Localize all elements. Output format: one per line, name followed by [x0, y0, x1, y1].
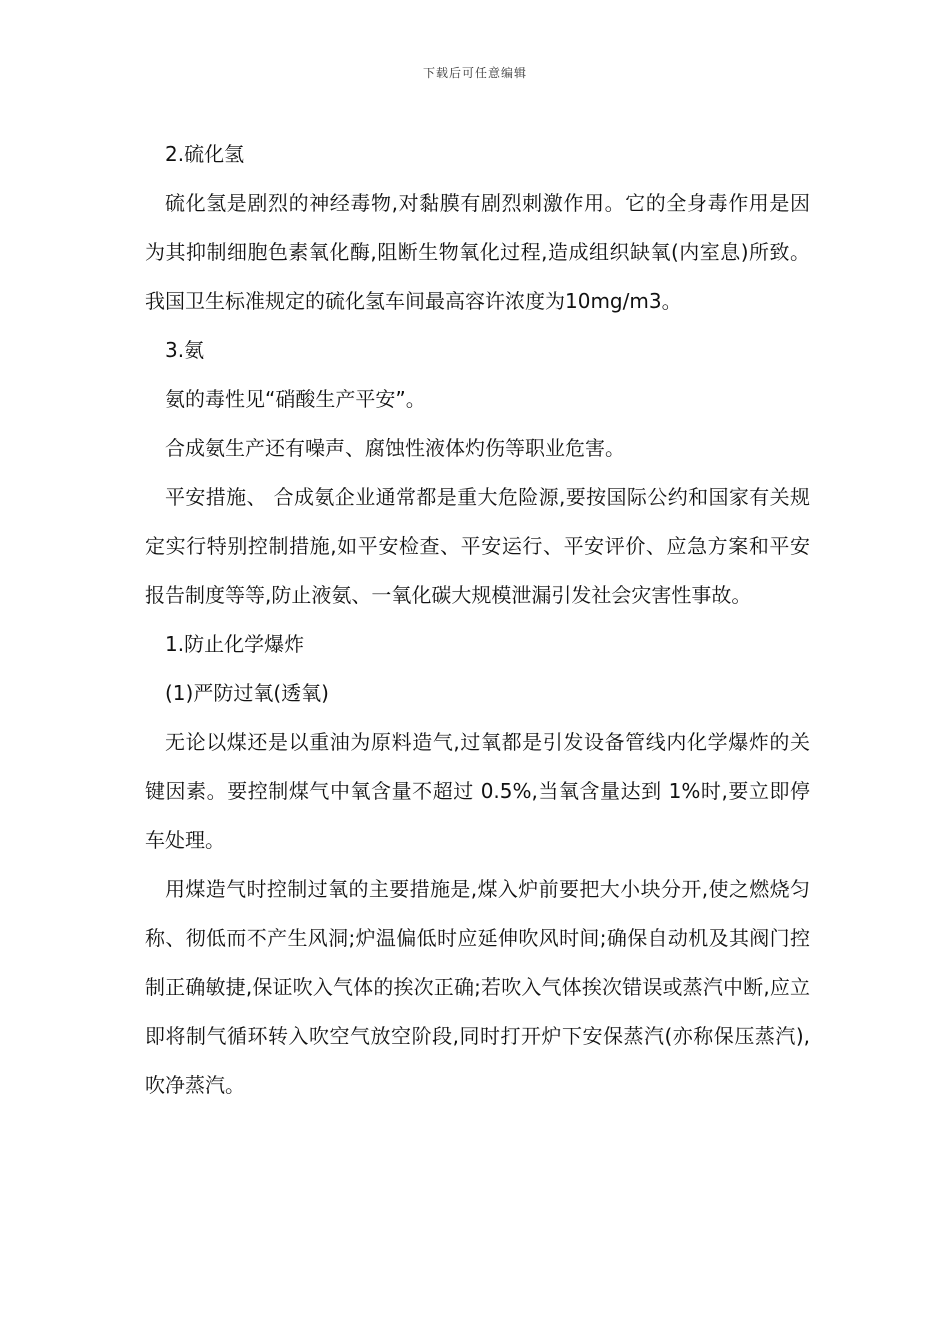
subsection-heading-prevent-over-oxygen: (1)严防过氧(透氧): [165, 681, 329, 705]
paragraph-occupational-hazards: 合成氨生产还有噪声、腐蚀性液体灼伤等职业危害。: [165, 436, 625, 460]
paragraph-ammonia-toxicity: 氨的毒性见“硝酸生产平安”。: [165, 387, 426, 411]
paragraph-over-oxygen: 无论以煤还是以重油为原料造气,过氧都是引发设备管线内化学爆炸的关键因素。要控制煤气中氧含量不超过 0.5%,当氧含量达到 1%时,要立即停车处理。: [145, 730, 810, 852]
section-heading-hydrogen-sulfide: 2.硫化氢: [165, 142, 245, 166]
paragraph-safety-measures: 平安措施、 合成氨企业通常都是重大危险源,要按国际公约和国家有关规定实行特别控制措施,如平安检查、平安运行、平安评价、应急方案和平安报告制度等等,防止液氨、一氧化碳大规模泄漏引发社会灾害性事故。: [145, 485, 810, 607]
section-heading-prevent-explosion: 1.防止化学爆炸: [165, 632, 305, 656]
section-heading-ammonia: 3.氨: [165, 338, 205, 362]
paragraph-coal-gasification-measures: 用煤造气时控制过氧的主要措施是,煤入炉前要把大小块分开,使之燃烧匀称、彻低而不产生风洞;炉温偏低时应延伸吹风时间;确保自动机及其阀门控制正确敏捷,保证吹入气体的挨次正确;若吹入气体挨次错误或蒸汽中断,应立即将制气循环转入吹空气放空阶段,同时打开炉下安保蒸汽(亦称保压蒸汽),吹净蒸汽。: [145, 877, 810, 1097]
header-note: 下载后可任意编辑: [422, 66, 527, 80]
document-body: [145, 130, 810, 1110]
paragraph-hydrogen-sulfide: 硫化氢是剧烈的神经毒物,对黏膜有剧烈刺激作用。它的全身毒作用是因为其抑制细胞色素氧化酶,阻断生物氧化过程,造成组织缺氧(内室息)所致。我国卫生标准规定的硫化氢车间最高容许浓度为10mg/m3。: [145, 191, 810, 313]
